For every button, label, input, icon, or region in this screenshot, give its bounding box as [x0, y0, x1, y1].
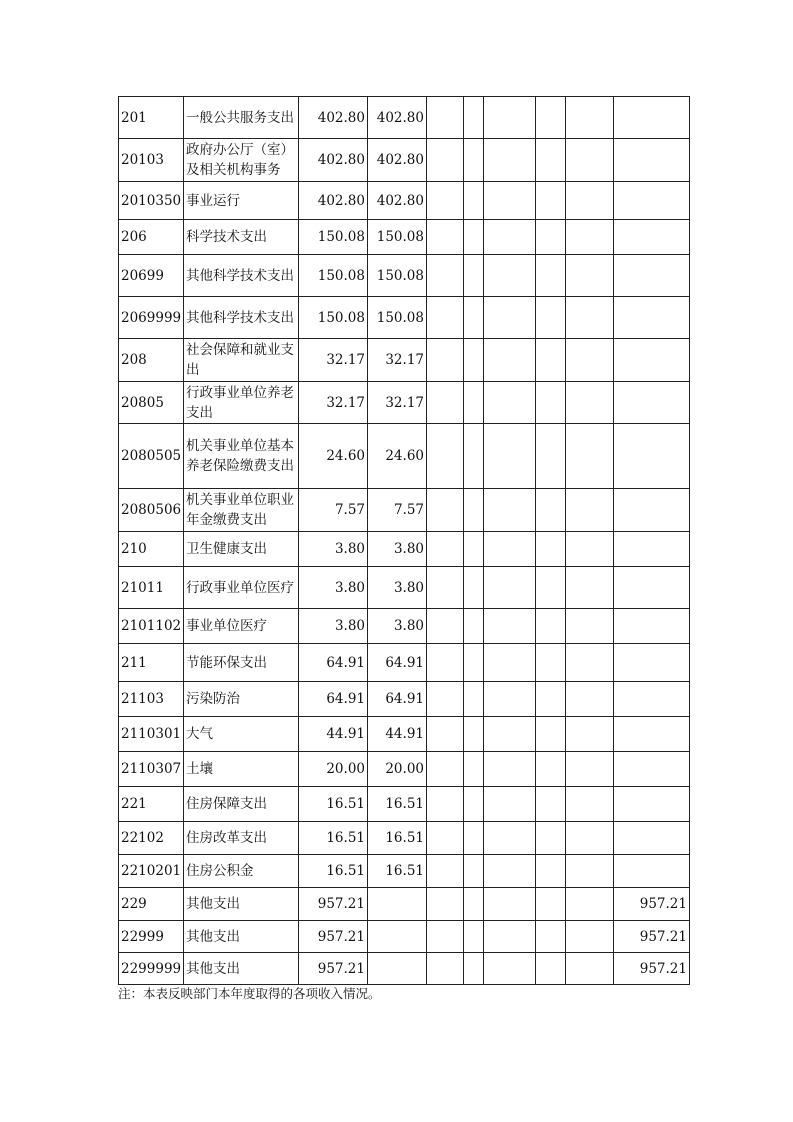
table-row [119, 382, 690, 424]
total-cell: 957.21 [299, 953, 368, 985]
table-row [119, 297, 690, 339]
empty-cell [427, 297, 464, 339]
empty-cell [566, 339, 614, 382]
other-income-cell: 957.21 [614, 888, 690, 921]
empty-cell [484, 220, 536, 255]
empty-cell [536, 382, 566, 424]
subject-name-cell: 事业单位医疗 [184, 609, 299, 644]
fiscal-allocation-cell: 32.17 [368, 382, 427, 424]
empty-cell [536, 532, 566, 567]
table-row [119, 752, 690, 787]
table-row [119, 888, 690, 921]
empty-cell [464, 682, 484, 717]
empty-cell [427, 382, 464, 424]
subject-name-cell: 住房改革支出 [184, 822, 299, 855]
table-row [119, 255, 690, 297]
empty-cell [484, 609, 536, 644]
other-income-cell [614, 532, 690, 567]
table-row [119, 139, 690, 182]
empty-cell [484, 339, 536, 382]
empty-cell [536, 297, 566, 339]
subject-name-cell: 机关事业单位职业年金缴费支出 [184, 489, 299, 532]
other-income-cell: 957.21 [614, 953, 690, 985]
code-cell: 2299999 [119, 953, 184, 985]
subject-name-cell: 节能环保支出 [184, 644, 299, 682]
table-row [119, 609, 690, 644]
table-row [119, 424, 690, 489]
code-cell: 2110301 [119, 717, 184, 752]
table-row [119, 567, 690, 609]
empty-cell [566, 822, 614, 855]
fiscal-allocation-cell: 7.57 [368, 489, 427, 532]
empty-cell [427, 921, 464, 953]
empty-cell [484, 382, 536, 424]
empty-cell [536, 424, 566, 489]
empty-cell [427, 822, 464, 855]
empty-cell [484, 787, 536, 822]
code-cell: 2080506 [119, 489, 184, 532]
fiscal-allocation-cell: 20.00 [368, 752, 427, 787]
table-row [119, 489, 690, 532]
subject-name-cell: 大气 [184, 717, 299, 752]
empty-cell [484, 888, 536, 921]
empty-cell [566, 717, 614, 752]
empty-cell [427, 532, 464, 567]
code-cell: 2069999 [119, 297, 184, 339]
empty-cell [566, 682, 614, 717]
total-cell: 64.91 [299, 644, 368, 682]
subject-name-cell: 其他支出 [184, 953, 299, 985]
total-cell: 64.91 [299, 682, 368, 717]
empty-cell [464, 182, 484, 220]
total-cell: 150.08 [299, 255, 368, 297]
subject-name-cell: 其他支出 [184, 888, 299, 921]
other-income-cell [614, 139, 690, 182]
subject-name-cell: 其他科学技术支出 [184, 297, 299, 339]
empty-cell [566, 567, 614, 609]
code-cell: 2110307 [119, 752, 184, 787]
empty-cell [536, 855, 566, 888]
table-row [119, 717, 690, 752]
other-income-cell [614, 489, 690, 532]
empty-cell [427, 855, 464, 888]
total-cell: 402.80 [299, 139, 368, 182]
total-cell: 44.91 [299, 717, 368, 752]
subject-name-cell: 机关事业单位基本养老保险缴费支出 [184, 424, 299, 489]
table-row [119, 97, 690, 139]
empty-cell [427, 97, 464, 139]
total-cell: 24.60 [299, 424, 368, 489]
empty-cell [536, 888, 566, 921]
fiscal-allocation-cell: 402.80 [368, 182, 427, 220]
fiscal-allocation-cell: 16.51 [368, 787, 427, 822]
empty-cell [484, 921, 536, 953]
subject-name-cell: 污染防治 [184, 682, 299, 717]
empty-cell [536, 567, 566, 609]
code-cell: 22102 [119, 822, 184, 855]
empty-cell [566, 532, 614, 567]
empty-cell [464, 609, 484, 644]
empty-cell [427, 888, 464, 921]
empty-cell [464, 644, 484, 682]
other-income-cell [614, 787, 690, 822]
empty-cell [536, 139, 566, 182]
empty-cell [484, 822, 536, 855]
fiscal-allocation-cell [368, 953, 427, 985]
total-cell: 20.00 [299, 752, 368, 787]
empty-cell [536, 609, 566, 644]
fiscal-allocation-cell: 3.80 [368, 609, 427, 644]
table-row [119, 182, 690, 220]
fiscal-allocation-cell [368, 888, 427, 921]
other-income-cell [614, 382, 690, 424]
empty-cell [566, 139, 614, 182]
empty-cell [464, 424, 484, 489]
subject-name-cell: 住房保障支出 [184, 787, 299, 822]
empty-cell [464, 822, 484, 855]
empty-cell [427, 682, 464, 717]
total-cell: 957.21 [299, 888, 368, 921]
total-cell: 16.51 [299, 787, 368, 822]
subject-name-cell: 政府办公厅（室）及相关机构事务 [184, 139, 299, 182]
empty-cell [566, 424, 614, 489]
code-cell: 210 [119, 532, 184, 567]
other-income-cell [614, 97, 690, 139]
empty-cell [484, 752, 536, 787]
empty-cell [464, 255, 484, 297]
other-income-cell: 957.21 [614, 921, 690, 953]
code-cell: 2080505 [119, 424, 184, 489]
subject-name-cell: 一般公共服务支出 [184, 97, 299, 139]
empty-cell [536, 953, 566, 985]
code-cell: 20805 [119, 382, 184, 424]
empty-cell [464, 139, 484, 182]
empty-cell [427, 255, 464, 297]
empty-cell [536, 822, 566, 855]
fiscal-allocation-cell: 150.08 [368, 220, 427, 255]
fiscal-allocation-cell: 402.80 [368, 97, 427, 139]
total-cell: 3.80 [299, 567, 368, 609]
other-income-cell [614, 717, 690, 752]
empty-cell [427, 787, 464, 822]
empty-cell [566, 220, 614, 255]
empty-cell [427, 644, 464, 682]
empty-cell [464, 921, 484, 953]
code-cell: 22999 [119, 921, 184, 953]
empty-cell [536, 182, 566, 220]
other-income-cell [614, 644, 690, 682]
other-income-cell [614, 255, 690, 297]
income-table [118, 96, 690, 985]
code-cell: 2210201 [119, 855, 184, 888]
empty-cell [464, 567, 484, 609]
subject-name-cell: 其他科学技术支出 [184, 255, 299, 297]
empty-cell [427, 953, 464, 985]
empty-cell [484, 953, 536, 985]
empty-cell [427, 220, 464, 255]
subject-name-cell: 住房公积金 [184, 855, 299, 888]
other-income-cell [614, 682, 690, 717]
subject-name-cell: 社会保障和就业支出 [184, 339, 299, 382]
table-row [119, 953, 690, 985]
empty-cell [484, 489, 536, 532]
empty-cell [484, 567, 536, 609]
code-cell: 221 [119, 787, 184, 822]
empty-cell [566, 921, 614, 953]
empty-cell [464, 297, 484, 339]
other-income-cell [614, 182, 690, 220]
fiscal-allocation-cell: 44.91 [368, 717, 427, 752]
table-row [119, 339, 690, 382]
empty-cell [464, 717, 484, 752]
code-cell: 208 [119, 339, 184, 382]
empty-cell [484, 424, 536, 489]
empty-cell [566, 182, 614, 220]
table-row [119, 682, 690, 717]
empty-cell [536, 220, 566, 255]
fiscal-allocation-cell: 24.60 [368, 424, 427, 489]
empty-cell [536, 752, 566, 787]
empty-cell [464, 532, 484, 567]
empty-cell [566, 752, 614, 787]
total-cell: 16.51 [299, 855, 368, 888]
other-income-cell [614, 220, 690, 255]
fiscal-allocation-cell: 64.91 [368, 682, 427, 717]
empty-cell [464, 953, 484, 985]
total-cell: 150.08 [299, 297, 368, 339]
total-cell: 7.57 [299, 489, 368, 532]
empty-cell [464, 489, 484, 532]
table-body [119, 97, 690, 985]
empty-cell [536, 644, 566, 682]
total-cell: 3.80 [299, 532, 368, 567]
total-cell: 32.17 [299, 382, 368, 424]
subject-name-cell: 科学技术支出 [184, 220, 299, 255]
code-cell: 211 [119, 644, 184, 682]
code-cell: 229 [119, 888, 184, 921]
total-cell: 150.08 [299, 220, 368, 255]
subject-name-cell: 行政事业单位养老支出 [184, 382, 299, 424]
empty-cell [427, 752, 464, 787]
empty-cell [566, 97, 614, 139]
other-income-cell [614, 609, 690, 644]
other-income-cell [614, 822, 690, 855]
empty-cell [464, 888, 484, 921]
fiscal-allocation-cell [368, 921, 427, 953]
empty-cell [464, 220, 484, 255]
empty-cell [484, 139, 536, 182]
table-row [119, 787, 690, 822]
empty-cell [566, 953, 614, 985]
other-income-cell [614, 339, 690, 382]
empty-cell [427, 339, 464, 382]
fiscal-allocation-cell: 150.08 [368, 297, 427, 339]
subject-name-cell: 其他支出 [184, 921, 299, 953]
empty-cell [427, 182, 464, 220]
code-cell: 20699 [119, 255, 184, 297]
empty-cell [536, 682, 566, 717]
empty-cell [427, 489, 464, 532]
empty-cell [566, 297, 614, 339]
total-cell: 3.80 [299, 609, 368, 644]
subject-name-cell: 土壤 [184, 752, 299, 787]
empty-cell [484, 255, 536, 297]
empty-cell [427, 717, 464, 752]
code-cell: 201 [119, 97, 184, 139]
empty-cell [464, 382, 484, 424]
fiscal-allocation-cell: 64.91 [368, 644, 427, 682]
other-income-cell [614, 855, 690, 888]
empty-cell [427, 567, 464, 609]
fiscal-allocation-cell: 150.08 [368, 255, 427, 297]
empty-cell [464, 339, 484, 382]
table-row [119, 822, 690, 855]
table-row [119, 921, 690, 953]
code-cell: 206 [119, 220, 184, 255]
table-row [119, 532, 690, 567]
code-cell: 21011 [119, 567, 184, 609]
other-income-cell [614, 297, 690, 339]
total-cell: 16.51 [299, 822, 368, 855]
table-row [119, 220, 690, 255]
code-cell: 20103 [119, 139, 184, 182]
fiscal-allocation-cell: 3.80 [368, 532, 427, 567]
fiscal-allocation-cell: 3.80 [368, 567, 427, 609]
empty-cell [427, 139, 464, 182]
empty-cell [536, 255, 566, 297]
empty-cell [484, 717, 536, 752]
other-income-cell [614, 752, 690, 787]
code-cell: 2101102 [119, 609, 184, 644]
empty-cell [536, 489, 566, 532]
empty-cell [566, 787, 614, 822]
empty-cell [566, 255, 614, 297]
subject-name-cell: 事业运行 [184, 182, 299, 220]
code-cell: 2010350 [119, 182, 184, 220]
other-income-cell [614, 567, 690, 609]
empty-cell [566, 855, 614, 888]
empty-cell [484, 682, 536, 717]
empty-cell [427, 609, 464, 644]
empty-cell [464, 97, 484, 139]
empty-cell [536, 921, 566, 953]
other-income-cell [614, 424, 690, 489]
subject-name-cell: 行政事业单位医疗 [184, 567, 299, 609]
empty-cell [484, 182, 536, 220]
empty-cell [566, 644, 614, 682]
empty-cell [536, 339, 566, 382]
empty-cell [536, 717, 566, 752]
empty-cell [427, 424, 464, 489]
fiscal-allocation-cell: 16.51 [368, 855, 427, 888]
empty-cell [484, 855, 536, 888]
empty-cell [566, 609, 614, 644]
empty-cell [464, 855, 484, 888]
table-row [119, 855, 690, 888]
subject-name-cell: 卫生健康支出 [184, 532, 299, 567]
total-cell: 957.21 [299, 921, 368, 953]
empty-cell [464, 787, 484, 822]
code-cell: 21103 [119, 682, 184, 717]
table-note: 注：本表反映部门本年度取得的各项收入情况。 [118, 986, 381, 1001]
empty-cell [484, 97, 536, 139]
empty-cell [566, 489, 614, 532]
empty-cell [484, 532, 536, 567]
fiscal-allocation-cell: 402.80 [368, 139, 427, 182]
empty-cell [536, 787, 566, 822]
total-cell: 32.17 [299, 339, 368, 382]
fiscal-allocation-cell: 16.51 [368, 822, 427, 855]
total-cell: 402.80 [299, 97, 368, 139]
empty-cell [484, 297, 536, 339]
empty-cell [464, 752, 484, 787]
table-row [119, 644, 690, 682]
empty-cell [536, 97, 566, 139]
total-cell: 402.80 [299, 182, 368, 220]
fiscal-allocation-cell: 32.17 [368, 339, 427, 382]
empty-cell [566, 382, 614, 424]
empty-cell [566, 888, 614, 921]
empty-cell [484, 644, 536, 682]
